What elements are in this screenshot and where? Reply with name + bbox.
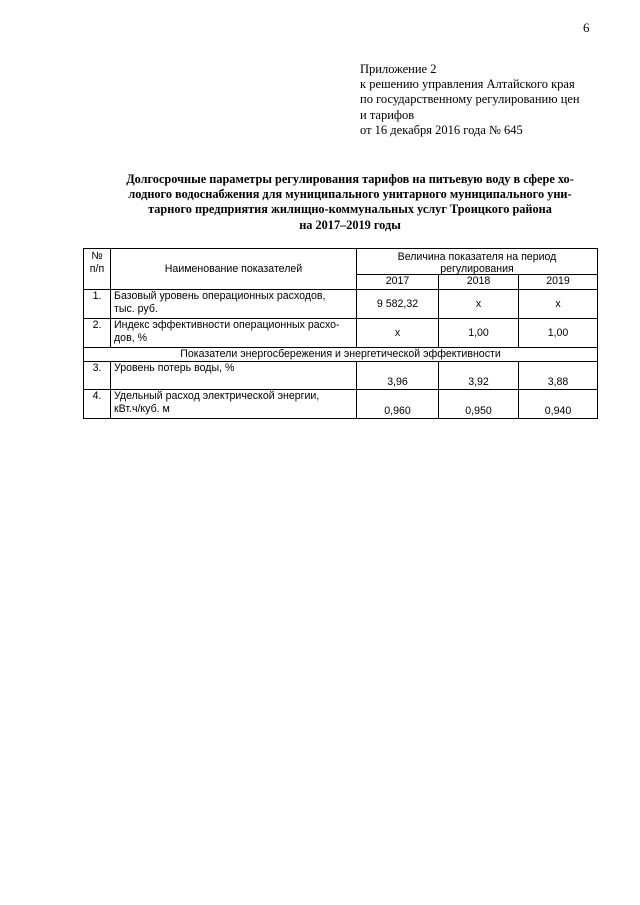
row-name-line2: кВт.ч/куб. м <box>114 402 170 415</box>
parameters-table <box>83 248 598 419</box>
row-value: 3,92 <box>439 362 519 390</box>
row-value: 1,00 <box>439 319 519 348</box>
header-period-cell <box>357 249 598 275</box>
row-name-line2: тыс. руб. <box>114 302 158 315</box>
row-num: 3. <box>84 362 111 390</box>
appendix-header <box>360 62 580 138</box>
table-header-row <box>84 249 598 275</box>
header-name-cell: Наименование показателей <box>111 249 357 290</box>
row-name-line2: дов, % <box>114 331 148 344</box>
page-number: 6 <box>583 20 590 35</box>
row-name-line1: Индекс эффективности операционных расхо- <box>114 319 340 331</box>
row-name-line1: Базовый уровень операционных расходов, <box>114 290 326 302</box>
section-title: Показатели энергосбережения и энергетической эффективности <box>84 348 598 362</box>
row-name <box>111 390 357 419</box>
year-cell: 2017 <box>357 275 439 290</box>
title-line: на 2017–2019 годы <box>299 217 401 232</box>
row-value: 9 582,32 <box>357 290 439 319</box>
row-value: х <box>439 290 519 319</box>
row-name <box>111 362 357 390</box>
table-row <box>84 390 598 419</box>
appendix-line: к решению управления Алтайского края <box>360 77 575 92</box>
row-value: 3,96 <box>357 362 439 390</box>
row-name <box>111 319 357 348</box>
row-value: х <box>519 290 598 319</box>
year-cell: 2019 <box>519 275 598 290</box>
table-row <box>84 319 598 348</box>
document-title <box>110 172 590 233</box>
row-value: 0,940 <box>519 390 598 419</box>
title-line: Долгосрочные параметры регулирования тарифов на питьевую воду в сфере хо- <box>126 172 574 186</box>
header-num-cell <box>84 249 111 290</box>
row-num: 1. <box>84 290 111 319</box>
row-name-line1: Уровень потерь воды, % <box>114 362 235 374</box>
title-line: тарного предприятия жилищно-коммунальных услуг Троицкого района <box>148 202 552 217</box>
row-value: 0,960 <box>357 390 439 419</box>
header-period-line2: регулирования <box>440 262 514 275</box>
row-value: 0,950 <box>439 390 519 419</box>
row-num: 4. <box>84 390 111 419</box>
row-value: 1,00 <box>519 319 598 348</box>
appendix-line: Приложение 2 <box>360 62 437 76</box>
row-name-line1: Удельный расход электрической энергии, <box>114 390 320 402</box>
title-line: лодного водоснабжения для муниципального унитарного муниципального уни- <box>128 187 572 202</box>
row-name <box>111 290 357 319</box>
header-num-line1: № <box>91 250 103 262</box>
table-row <box>84 362 598 390</box>
header-num-line2: п/п <box>89 262 105 275</box>
year-cell: 2018 <box>439 275 519 290</box>
section-header-row <box>84 348 598 362</box>
header-period-line1: Величина показателя на период <box>397 251 557 263</box>
row-num: 2. <box>84 319 111 348</box>
appendix-line: и тарифов <box>360 107 415 122</box>
appendix-line: от 16 декабря 2016 года № 645 <box>360 122 523 137</box>
row-value: 3,88 <box>519 362 598 390</box>
table-row <box>84 290 598 319</box>
row-value: х <box>357 319 439 348</box>
appendix-line: по государственному регулированию цен <box>360 92 580 107</box>
